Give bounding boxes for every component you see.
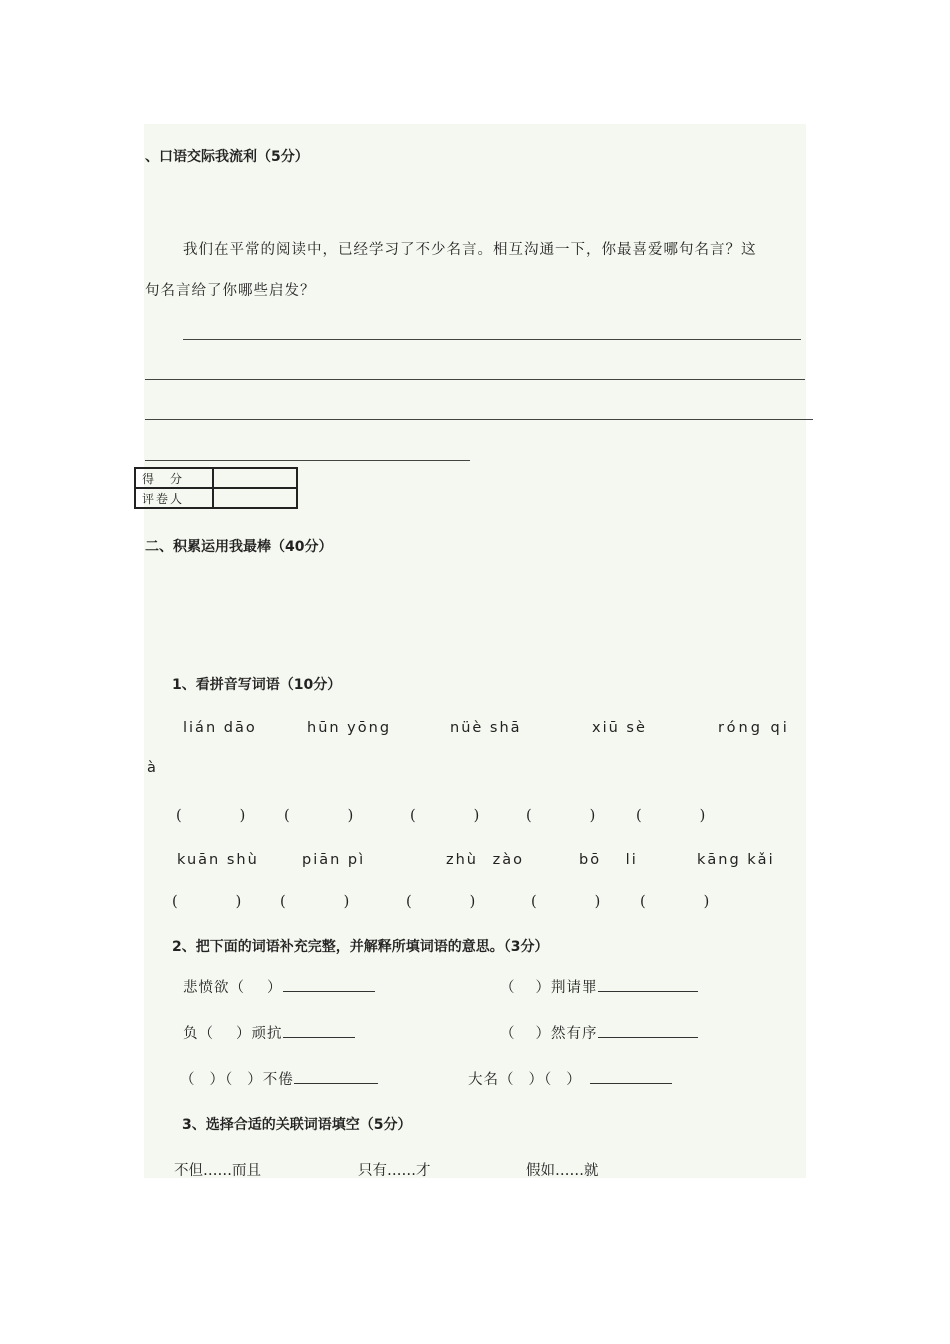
- score-table: [134, 467, 298, 509]
- answer-paren[interactable]: ( ): [284, 808, 354, 824]
- idiom-suffix: ）: [566, 1072, 582, 1088]
- answer-paren[interactable]: ( ): [526, 808, 596, 824]
- pinyin-item: hūn yōng: [307, 720, 392, 736]
- answer-paren[interactable]: ( ): [172, 894, 242, 910]
- meaning-blank[interactable]: [294, 1069, 378, 1084]
- answer-paren[interactable]: ( ): [410, 808, 480, 824]
- idiom-prefix: （: [180, 1072, 196, 1088]
- pinyin-item: xiū sè: [592, 720, 647, 736]
- idiom-suffix: ）: [267, 980, 283, 996]
- pinyin-item: nüè shā: [450, 720, 522, 736]
- pinyin-item: bō li: [579, 852, 638, 868]
- pinyin-item: kāng kǎi: [697, 852, 775, 868]
- pinyin-wrap: à: [147, 760, 158, 776]
- meaning-blank[interactable]: [283, 977, 375, 992]
- idiom-prefix: 负（: [183, 1026, 214, 1042]
- idiom-item: [500, 1022, 698, 1043]
- meaning-blank[interactable]: [283, 1023, 355, 1038]
- q1-title: 1、看拼音写词语（10分）: [172, 677, 342, 693]
- q3-title: 3、选择合适的关联词语填空（5分）: [182, 1117, 412, 1133]
- answer-paren[interactable]: ( ): [406, 894, 476, 910]
- idiom-middle: ）（: [209, 1072, 234, 1088]
- answer-line-2[interactable]: [145, 379, 805, 380]
- score-cell[interactable]: [213, 468, 297, 488]
- answer-paren[interactable]: ( ): [280, 894, 350, 910]
- answer-line-4[interactable]: [145, 460, 470, 461]
- section2-title: 二、积累运用我最棒（40分）: [145, 539, 333, 555]
- answer-paren[interactable]: ( ): [636, 808, 706, 824]
- meaning-blank[interactable]: [598, 1023, 698, 1038]
- grader-cell[interactable]: [213, 488, 297, 508]
- meaning-blank[interactable]: [590, 1069, 672, 1084]
- answer-paren[interactable]: ( ): [176, 808, 246, 824]
- pinyin-item: piān pì: [302, 852, 366, 868]
- section1-prompt-line1: 我们在平常的阅读中，已经学习了不少名言。相互沟通一下，你最喜爱哪句名言？这: [183, 242, 757, 258]
- conjunction-option: 不但……而且: [174, 1163, 261, 1179]
- idiom-prefix: （: [500, 1026, 516, 1042]
- idiom-item: [180, 1068, 378, 1089]
- pinyin-item: kuān shù: [177, 852, 259, 868]
- idiom-prefix: 悲愤欲（: [183, 980, 245, 996]
- pinyin-item: zhù zào: [446, 852, 524, 868]
- conjunction-option: 只有……才: [358, 1163, 431, 1179]
- answer-line-3[interactable]: [145, 419, 813, 420]
- answer-line-1[interactable]: [183, 339, 801, 340]
- idiom-prefix: （: [500, 980, 516, 996]
- section1-title: 、口语交际我流利（5分）: [145, 149, 309, 165]
- score-label: 得 分: [135, 468, 213, 488]
- q2-title: 2、把下面的词语补充完整，并解释所填词语的意思。（3分）: [172, 939, 549, 955]
- answer-paren[interactable]: ( ): [640, 894, 710, 910]
- pinyin-item: lián dāo: [183, 720, 257, 736]
- idiom-item: [468, 1068, 672, 1089]
- idiom-prefix: 大名（: [468, 1072, 515, 1088]
- pinyin-item: róng qi: [718, 720, 790, 736]
- meaning-blank[interactable]: [598, 977, 698, 992]
- section1-prompt-line2: 句名言给了你哪些启发？: [145, 283, 316, 299]
- idiom-item: [183, 1022, 355, 1043]
- idiom-item: [183, 976, 375, 997]
- idiom-suffix: ）不倦: [247, 1072, 294, 1088]
- idiom-suffix: ）荆请罪: [535, 980, 598, 996]
- idiom-suffix: ）顽抗: [236, 1026, 283, 1042]
- idiom-suffix: ）然有序: [535, 1026, 598, 1042]
- conjunction-option: 假如……就: [526, 1163, 599, 1179]
- idiom-middle: ）（: [528, 1072, 553, 1088]
- grader-label: 评卷人: [135, 488, 213, 508]
- idiom-item: [500, 976, 698, 997]
- answer-paren[interactable]: ( ): [531, 894, 601, 910]
